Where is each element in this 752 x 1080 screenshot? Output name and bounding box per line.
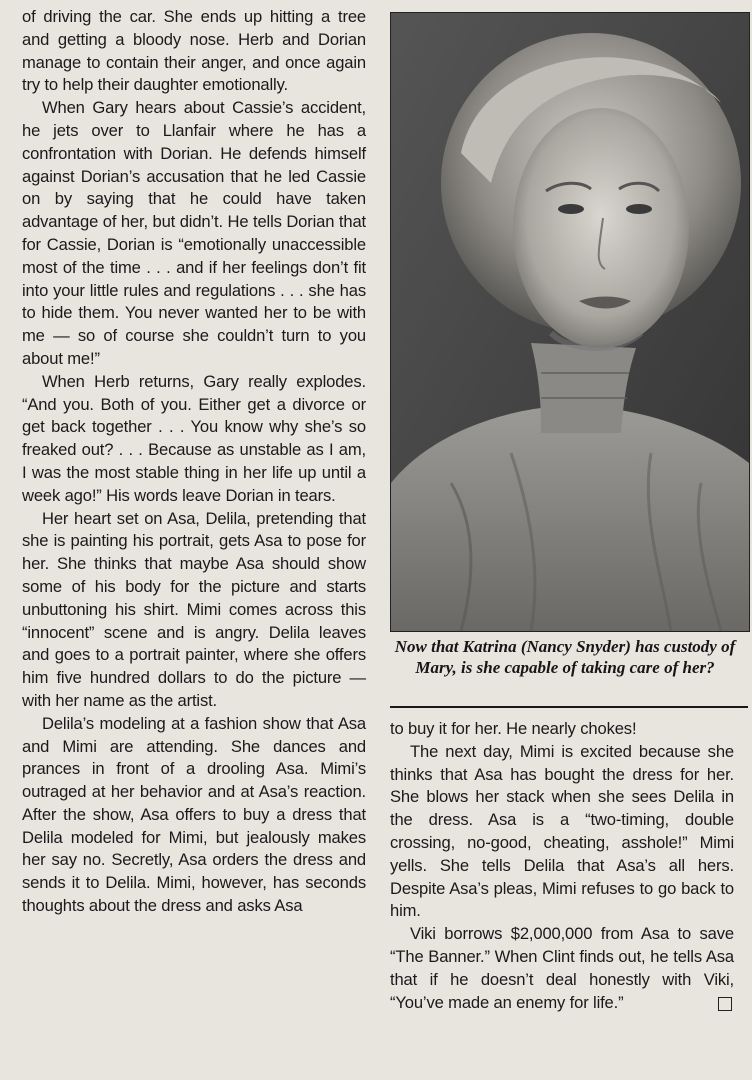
article-paragraph: When Gary hears about Cassie’s accident, he jets over to Llanfair where he has a confrontation with Dorian. He defends himself against Dorian’s accusation that he led Cassie on by saying that he could have taken advantage of her, but didn’t. He tells Dorian that for Cassie, Dorian is “emotionally unaccessible most of the time . . . and if her feelings don’t fit into your little rules and regulations . . . she has to hide them. You never wanted her to be with me — so of course she couldn’t turn to you about me!” [22,98,366,368]
article-paragraph: Her heart set on Asa, Delila, pretending that she is painting his portrait, gets Asa to pose for her. She thinks that maybe Asa should show some of his body for the picture and starts unbuttoning his shirt. Mimi comes across this “innocent” scene and is angry. Delila leaves and goes to a portrait painter, where she offers him five hundred dollars to do the picture — with her name as the artist. [22,508,366,710]
photo-caption: Now that Katrina (Nancy Snyder) has custody of Mary, is she capable of taking care of her? [394,637,736,677]
article-paragraph: to buy it for her. He nearly chokes! [390,719,637,738]
end-of-article-box-icon [718,997,732,1011]
article-paragraph: of driving the car. She ends up hitting a tree and getting a bloody nose. Herb and Dorian manage to contain their anger, and once again try to help their daughter emotionally. [22,7,366,95]
article-left-column [22,6,366,918]
article-right-column [390,718,734,1014]
article-paragraph-final [390,923,734,1014]
portrait-photo [390,12,750,632]
article-paragraph: When Herb returns, Gary really explodes. “And you. Both of you. Either get a divorce or get back together . . . You know why she’s so freaked out? . . . Because as unstable as I am, I was the most stable thing in her life up until a week ago!” His words leave Dorian in tears. [22,371,366,505]
article-paragraph: The next day, Mimi is excited because she thinks that Asa has bought the dress for her. She blows her stack when she sees Delila in the dress. Asa is a “two-timing, double crossing, no-good, cheating, asshole!” Mimi yells. She tells Delila that Asa’s all hers. Despite Asa’s pleas, Mimi refuses to go back to him. [390,741,734,921]
article-paragraph: Delila’s modeling at a fashion show that Asa and Mimi are attending. She dances and prances in front of a drooling Asa. Mimi’s outraged at her behavior and at Asa’s reaction. After the show, Asa offers to buy a dress that Delila modeled for Mimi, but jealously makes her say no. Secretly, Asa orders the dress and sends it to Delila. Mimi, however, has seconds thoughts about the dress and asks Asa [22,713,366,916]
caption-divider [390,706,748,708]
article-paragraph-text: Viki borrows $2,000,000 from Asa to save “The Banner.” When Clint finds out, he tells Asa that if he doesn’t deal honestly with Viki, “You’ve made an enemy for life.” [390,924,734,1012]
